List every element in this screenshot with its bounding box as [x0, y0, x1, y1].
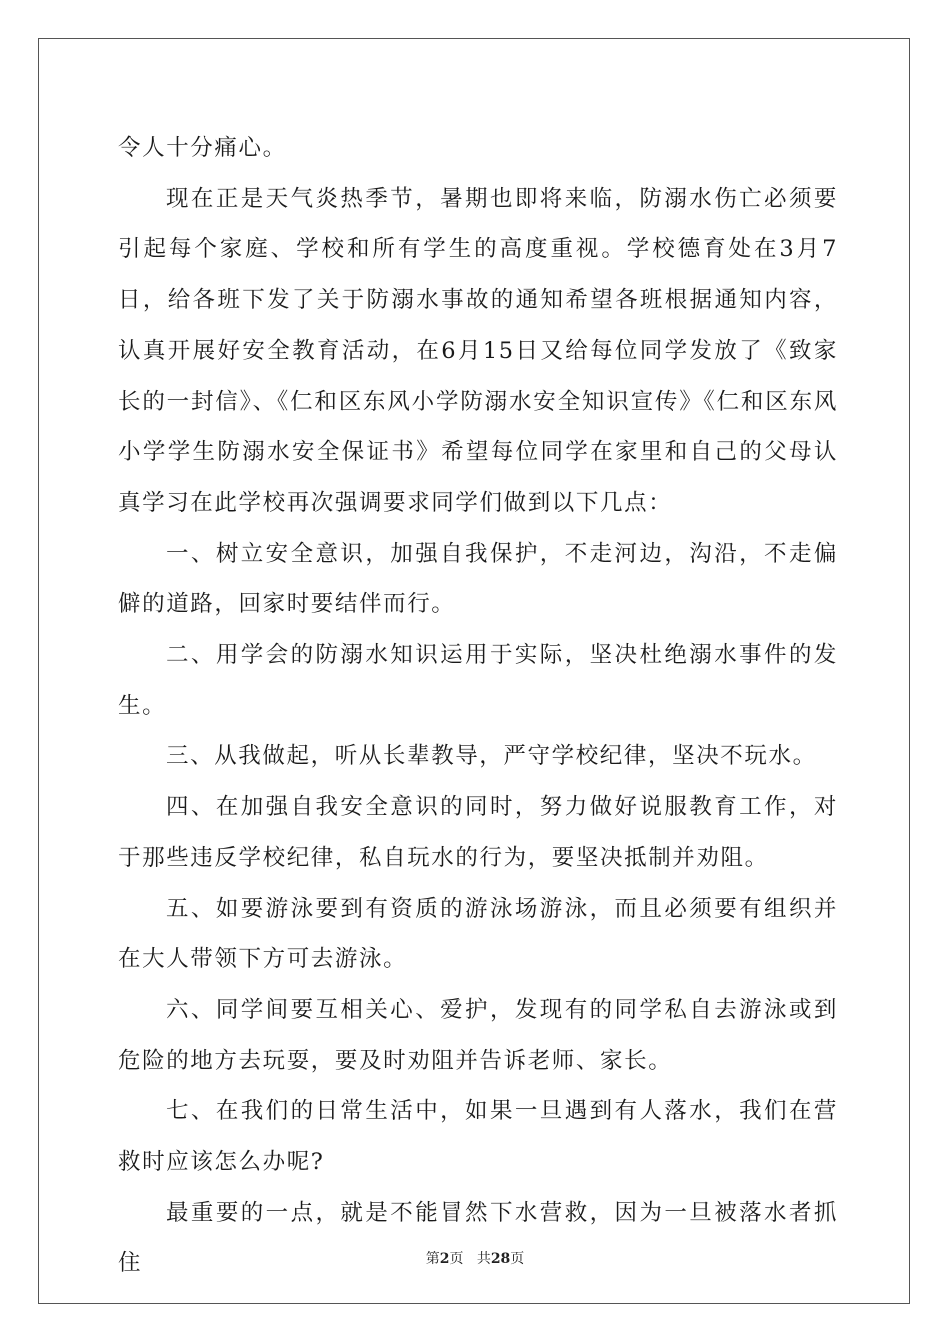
paragraph-7: 五、如要游泳要到有资质的游泳场游泳，而且必须要有组织并在大人带领下方可去游泳。: [118, 895, 838, 973]
paragraph-2: 现在正是天气炎热季节，暑期也即将来临，防溺水伤亡必须要引起每个家庭、学校和所有学生的高度重视。学校德育处在3月7日，给各班下发了关于防溺水事故的通知希望各班根据通知内容，认真开展好安全教育活动，在6月15日又给每位同学发放了《致家长的一封信》、《仁和区东风小学防溺水安全知识宣传》《仁和区东风小学学生防溺水安全保证书》希望每位同学在家里和自己的父母认真学习在此学校再次强调要求同学们做到以下几点：: [118, 185, 838, 516]
total-prefix: 共: [476, 1251, 491, 1267]
paragraph-8: 六、同学间要互相关心、爱护，发现有的同学私自去游泳或到危险的地方去玩耍，要及时劝阻并告诉老师、家长。: [118, 996, 838, 1074]
paragraph-5: 三、从我做起，听从长辈教导，严守学校纪律，坚决不玩水。: [166, 743, 817, 770]
paragraph-4: 二、用学会的防溺水知识运用于实际，坚决杜绝溺水事件的发生。: [118, 642, 838, 719]
total-pages: 28: [490, 1251, 511, 1267]
paragraph-3: 一、树立安全意识，加强自我保护，不走河边，沟沿，不走偏僻的道路，回家时要结伴而行。: [118, 540, 838, 618]
paragraph-10: 最重要的一点，就是不能冒然下水营救，因为一旦被落水者抓住: [118, 1199, 838, 1277]
page-number: 2: [439, 1251, 450, 1267]
paragraph-6: 四、在加强自我安全意识的同时，努力做好说服教育工作，对于那些违反学校纪律，私自玩水的行为，要坚决抵制并劝阻。: [118, 794, 838, 871]
document-body: [118, 123, 838, 1289]
page-suffix: 页: [449, 1251, 464, 1267]
paragraph-9: 七、在我们的日常生活中，如果一旦遇到有人落水，我们在营救时应该怎么办呢?: [118, 1098, 838, 1176]
page-footer: [0, 1248, 950, 1268]
page-prefix: 第: [425, 1251, 440, 1267]
total-suffix: 页: [510, 1251, 525, 1267]
paragraph-1: 令人十分痛心。: [118, 135, 287, 161]
